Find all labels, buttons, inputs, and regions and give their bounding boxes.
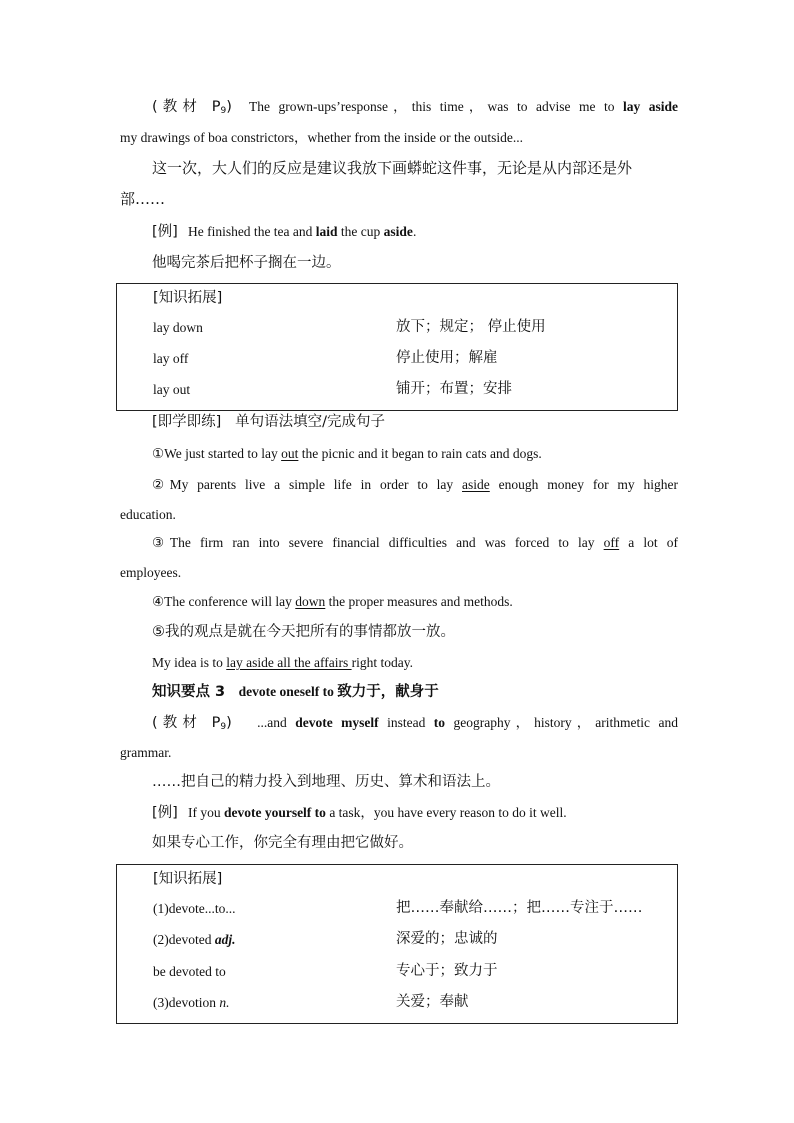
phrase-en: lay out <box>153 382 191 397</box>
source-label: (教材 $P_9$) <box>152 99 232 116</box>
phrase-en: lay down <box>153 320 203 335</box>
phrase-cn: 停止使用；解雇 <box>396 350 498 366</box>
word-meaning: 专心于；致力于 <box>396 963 498 979</box>
knowledge-extension-box-1 <box>116 283 678 411</box>
answer-blank: out <box>281 446 299 461</box>
answer-blank: down <box>295 594 326 609</box>
practice-item-1: ①We just started to lay out the picnic and it began to rain cats and dogs. <box>152 446 542 461</box>
translation-line-1: 这一次，大人们的反应是建议我放下画蟒蛇这件事，无论是从内部还是外 <box>152 159 633 177</box>
textbook-quote-line-2: my drawings of boa constrictors，whether from the inside or the outside... <box>120 130 524 145</box>
phrase-en: lay off <box>153 351 189 366</box>
translation-2: ……把自己的精力投入到地理、历史、算术和语法上。 <box>152 774 500 790</box>
quote-text: The grown-ups’response，this time，was to advise me to <box>248 99 623 114</box>
example-sentence-2: [例] If you devote yourself to a task，you have every reason to do it well. <box>152 805 567 821</box>
textbook-quote-2-line-2: grammar. <box>120 745 172 760</box>
practice-item-3: ③The firm ran into severe financial difficulties and was forced to lay off a lot of <box>152 535 678 550</box>
point-meaning: 致力于，献身于 <box>337 684 439 700</box>
example-sentence-1: [例] He finished the tea and laid the cup aside. <box>152 224 417 240</box>
word-form: be devoted to <box>153 964 226 979</box>
key-phrase: lay aside <box>622 99 678 114</box>
practice-item-5-prompt: ⑤我的观点是就在今天把所有的事情都放一放。 <box>152 624 455 640</box>
word-meaning: 关爱；奉献 <box>396 994 469 1010</box>
translation-line-2: 部…… <box>120 190 166 208</box>
practice-header: [即学即练] 单句语法填空/完成句子 <box>152 414 386 430</box>
box-title: [知识拓展] <box>153 290 223 306</box>
knowledge-extension-box-2 <box>116 864 678 1024</box>
word-form: (1)devote...to... <box>153 901 236 916</box>
example-translation-1: 他喝完茶后把杯子搁在一边。 <box>152 255 341 271</box>
practice-item-5-answer: My idea is to lay aside all the affairs right today. <box>152 655 413 670</box>
knowledge-point-heading <box>120 682 678 702</box>
practice-item-3-cont: employees. <box>120 565 182 580</box>
box-title: [知识拓展] <box>153 871 223 887</box>
word-form: (2)devoted adj. <box>153 932 236 947</box>
phrase-cn: 放下；规定； 停止使用 <box>396 319 546 335</box>
textbook-quote-line-1 <box>120 97 678 121</box>
word-form: (3)devotion n. <box>153 995 230 1010</box>
practice-item-2: ②My parents live a simple life in order to lay aside enough money for my higher <box>152 477 678 492</box>
point-phrase: devote oneself to <box>238 684 334 699</box>
answer-blank: lay aside all the affairs <box>226 655 352 670</box>
phrase-cn: 铺开；布置；安排 <box>396 381 512 397</box>
example-tag: [例] <box>152 224 178 240</box>
answer-blank: aside <box>462 477 490 492</box>
point-label: 知识要点 3 <box>152 684 226 700</box>
practice-item-2-cont: education. <box>120 507 176 522</box>
word-meaning: 把……奉献给……；把……专注于…… <box>396 900 643 916</box>
word-meaning: 深爱的；忠诚的 <box>396 931 498 947</box>
example-translation-2: 如果专心工作，你完全有理由把它做好。 <box>152 835 413 851</box>
textbook-quote-2-line-1: (教材 $P_9$) ...and devote myself instead to geography，history，arithmetic and <box>152 715 678 732</box>
answer-blank: off <box>603 535 620 550</box>
practice-item-4: ④The conference will lay down the proper measures and methods. <box>152 594 513 609</box>
